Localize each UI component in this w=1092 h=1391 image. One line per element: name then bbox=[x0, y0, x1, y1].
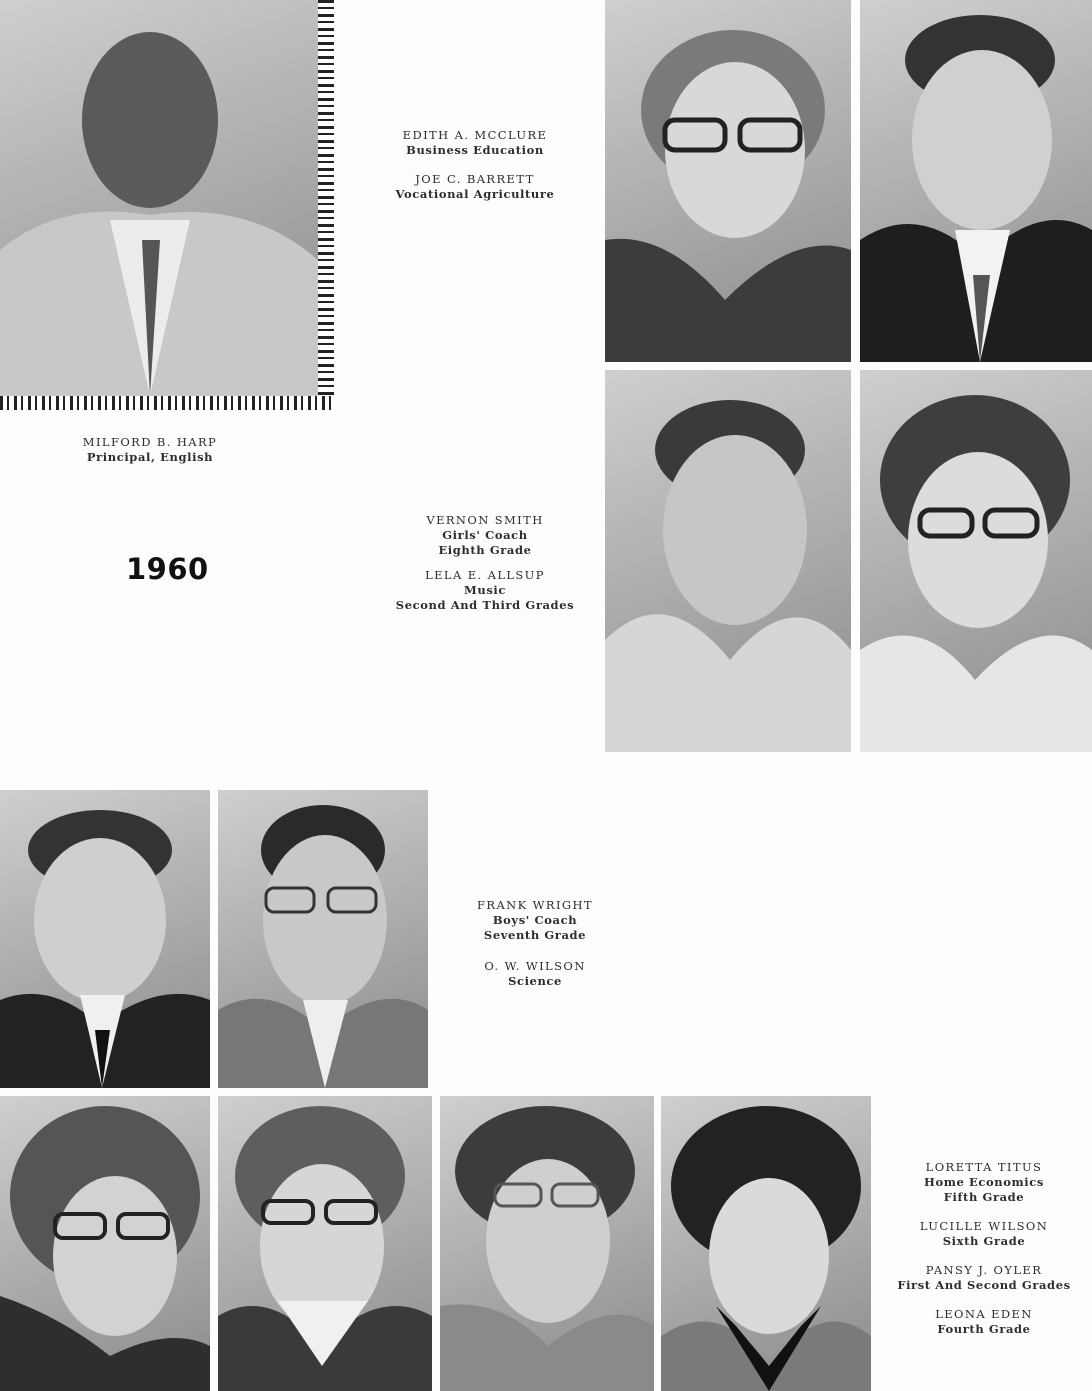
decorative-border-right bbox=[318, 0, 334, 410]
name-eden: LEONA EDEN bbox=[935, 1307, 1033, 1321]
year-label: 1960 bbox=[126, 552, 209, 586]
role-owilson: Science bbox=[508, 974, 562, 988]
portrait-mcclure bbox=[605, 0, 851, 362]
portrait-titus-figure bbox=[0, 1096, 210, 1391]
name-allsup: LELA E. ALLSUP bbox=[425, 568, 545, 582]
portrait-mcclure-figure bbox=[605, 0, 851, 362]
caption-bottom-right bbox=[884, 1160, 1084, 1337]
portrait-smith bbox=[605, 370, 851, 752]
portrait-allsup bbox=[860, 370, 1092, 752]
portrait-oyler-figure bbox=[440, 1096, 654, 1391]
role-lwilson: Sixth Grade bbox=[942, 1234, 1026, 1248]
role-barrett: Vocational Agriculture bbox=[395, 187, 555, 201]
role-eden: Fourth Grade bbox=[937, 1322, 1031, 1336]
portrait-titus bbox=[0, 1096, 210, 1391]
portrait-barrett bbox=[860, 0, 1092, 362]
portrait-lwilson bbox=[218, 1096, 432, 1391]
name-oyler: PANSY J. OYLER bbox=[925, 1263, 1043, 1277]
portrait-wright bbox=[0, 790, 210, 1088]
role-oyler: First And Second Grades bbox=[897, 1278, 1071, 1292]
name-lwilson: LUCILLE WILSON bbox=[919, 1219, 1049, 1233]
role-wright-1: Boys' Coach bbox=[492, 913, 578, 927]
portrait-owilson bbox=[218, 790, 428, 1088]
role-titus-2: Fifth Grade bbox=[943, 1190, 1025, 1204]
portrait-eden-figure bbox=[661, 1096, 871, 1391]
caption-smith-allsup bbox=[380, 513, 590, 613]
portrait-smith-figure bbox=[605, 370, 851, 752]
role-allsup-2: Second And Third Grades bbox=[395, 598, 575, 612]
caption-mcclure-barrett bbox=[370, 128, 580, 202]
portrait-harp-figure bbox=[0, 0, 318, 396]
role-smith-1: Girls' Coach bbox=[442, 528, 528, 542]
role-titus-1: Home Economics bbox=[924, 1175, 1044, 1189]
name-smith: VERNON SMITH bbox=[426, 513, 544, 527]
role-wright-2: Seventh Grade bbox=[483, 928, 587, 942]
role-mcclure: Business Education bbox=[406, 143, 544, 157]
name-mcclure: EDITH A. MCCLURE bbox=[402, 128, 548, 142]
portrait-oyler bbox=[440, 1096, 654, 1391]
portrait-barrett-figure bbox=[860, 0, 1092, 362]
name-owilson: O. W. WILSON bbox=[484, 959, 586, 973]
name-wright: FRANK WRIGHT bbox=[477, 898, 593, 912]
name-barrett: JOE C. BARRETT bbox=[415, 172, 535, 186]
name-harp: MILFORD B. HARP bbox=[82, 435, 218, 449]
name-titus: LORETTA TITUS bbox=[925, 1160, 1043, 1174]
portrait-allsup-figure bbox=[860, 370, 1092, 752]
caption-wright-wilson bbox=[440, 898, 630, 989]
portrait-owilson-figure bbox=[218, 790, 428, 1088]
portrait-lwilson-figure bbox=[218, 1096, 432, 1391]
portrait-harp bbox=[0, 0, 318, 396]
role-allsup-1: Music bbox=[464, 583, 506, 597]
caption-harp bbox=[40, 435, 260, 465]
portrait-wright-figure bbox=[0, 790, 210, 1088]
decorative-border-bottom bbox=[0, 396, 334, 410]
portrait-eden bbox=[661, 1096, 871, 1391]
role-harp: Principal, English bbox=[86, 450, 214, 464]
role-smith-2: Eighth Grade bbox=[438, 543, 532, 557]
